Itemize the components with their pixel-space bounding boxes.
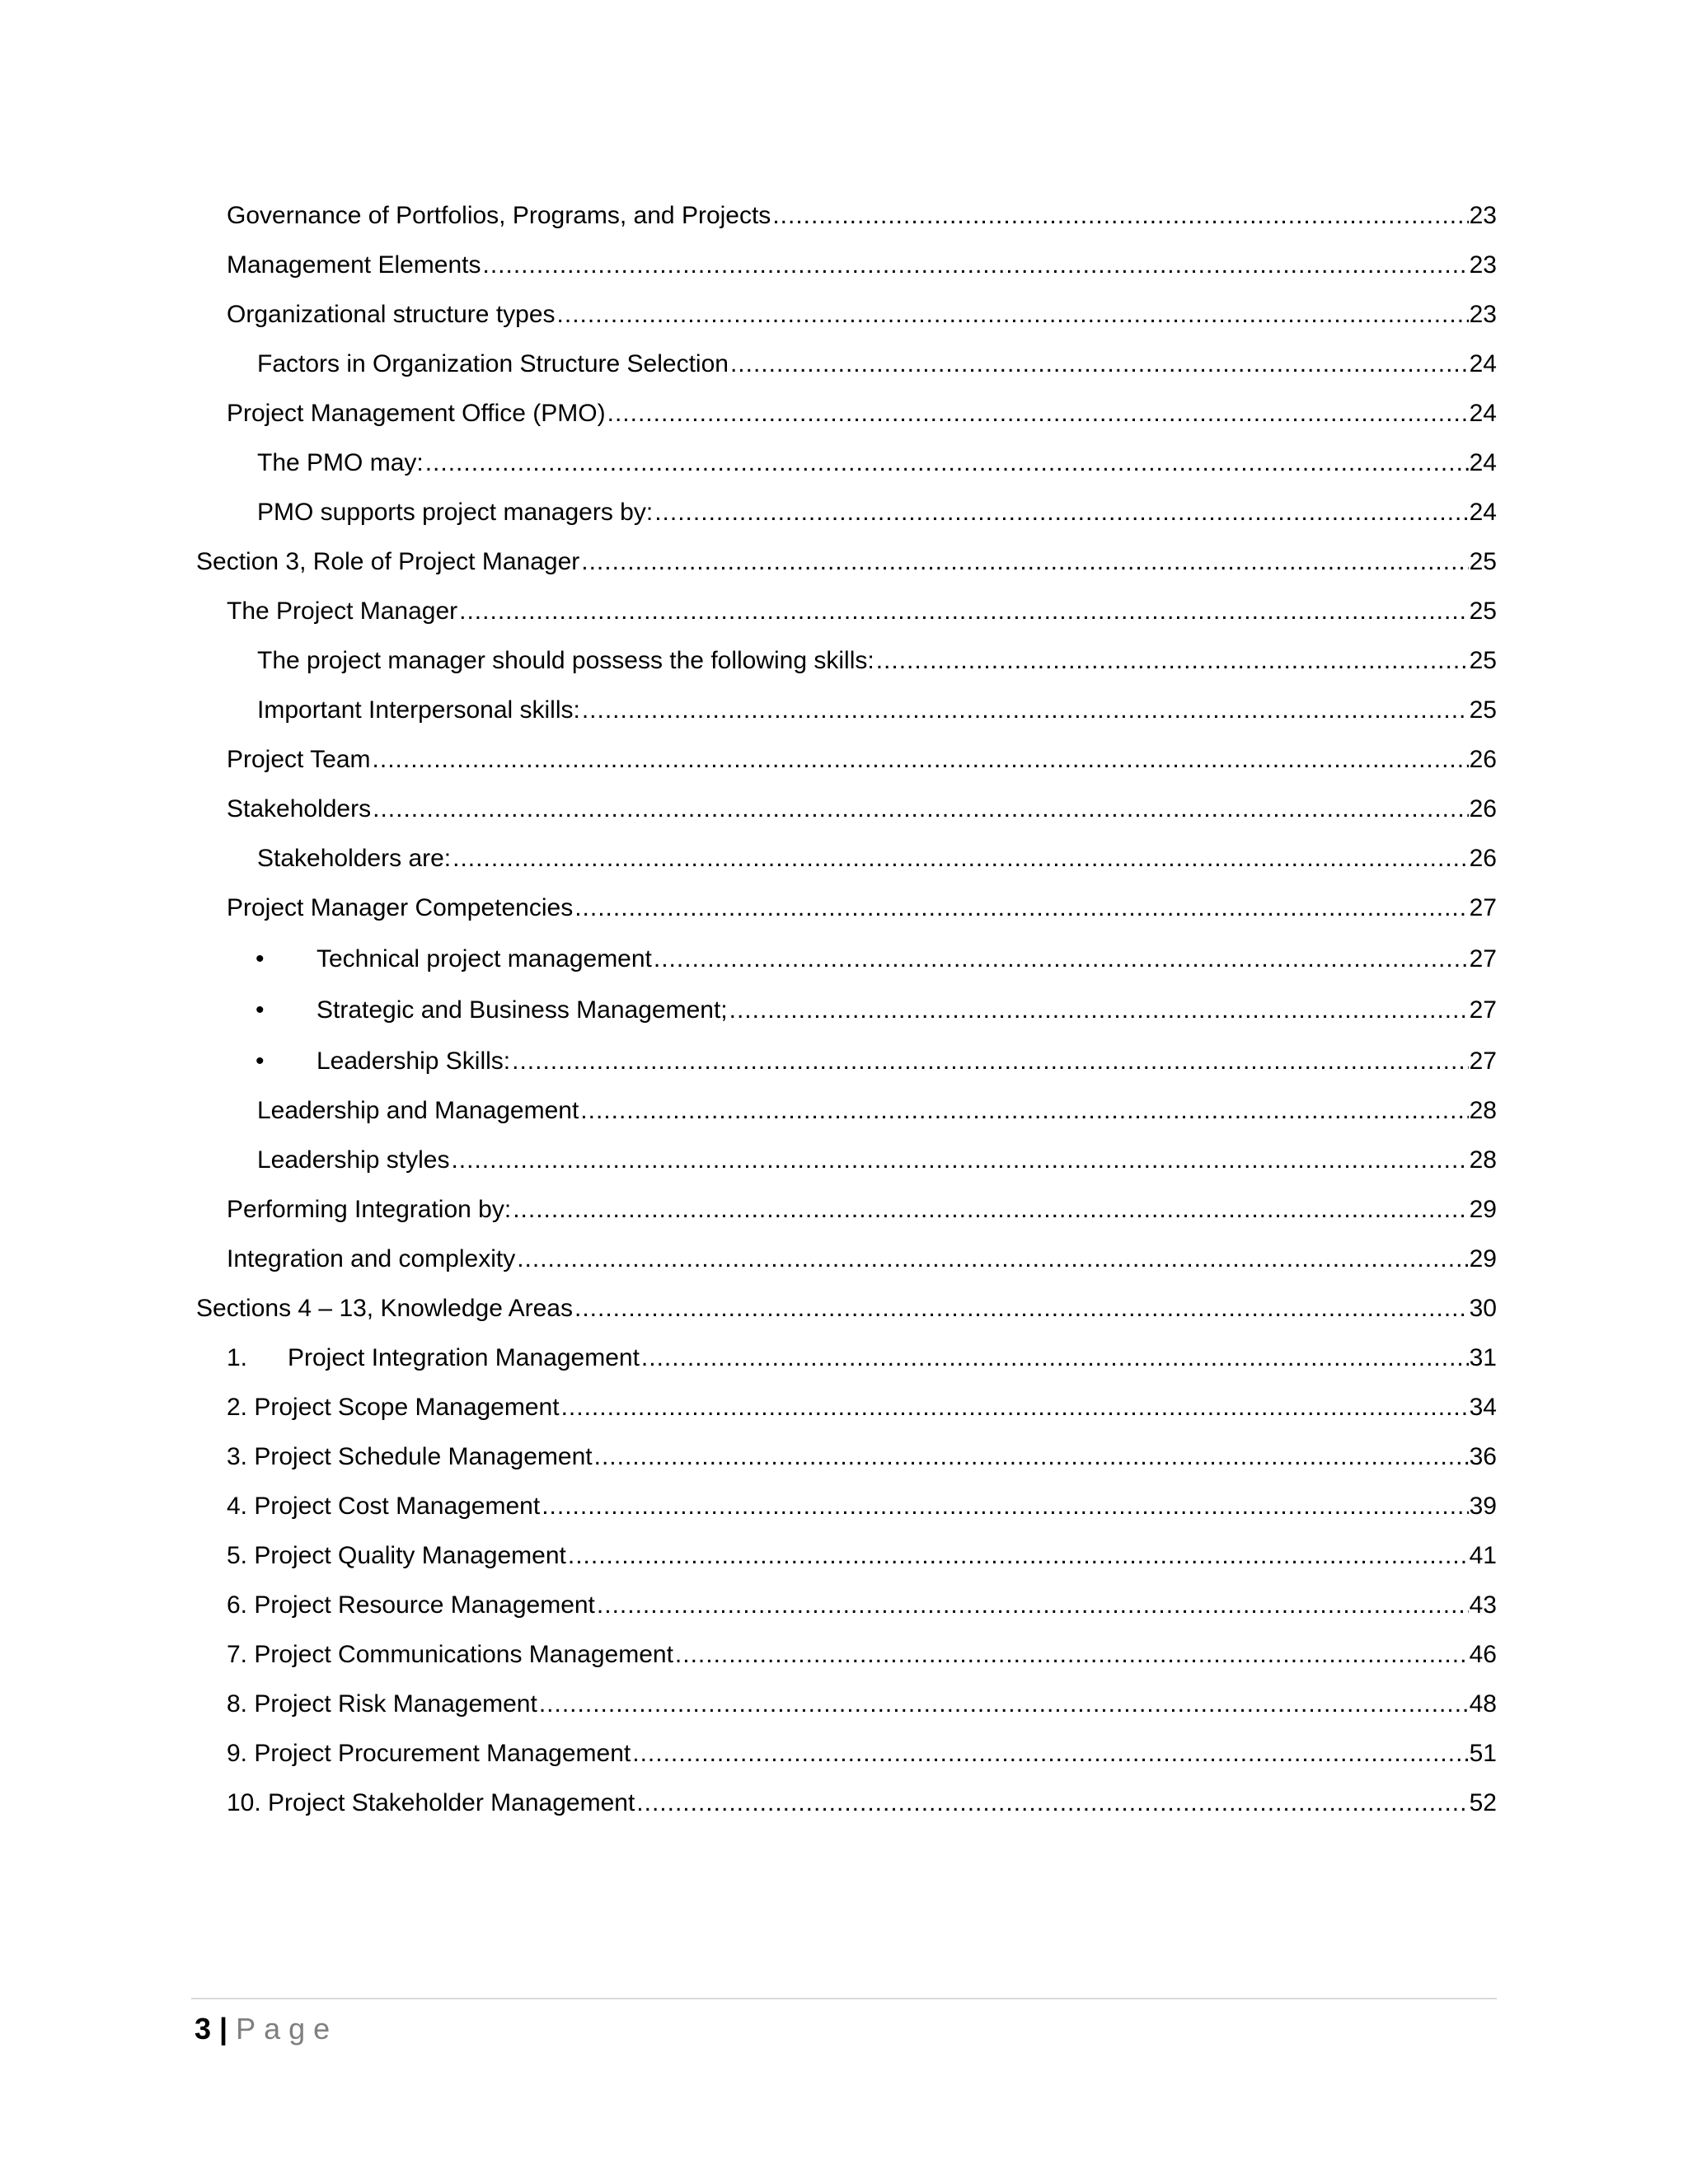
toc-entry-page: 36 — [1469, 1443, 1497, 1470]
toc-entry[interactable] — [227, 1530, 1497, 1571]
toc-entry[interactable] — [227, 585, 1497, 626]
toc-entry-page: 28 — [1469, 1097, 1497, 1124]
toc-entry[interactable] — [227, 1233, 1497, 1274]
toc-entry-page: 24 — [1469, 400, 1497, 427]
toc-entry[interactable] — [196, 536, 1497, 577]
bullet-icon: • — [256, 996, 265, 1024]
toc-entry-title: 6. Project Resource Management — [227, 1591, 595, 1619]
toc-entry-page: 46 — [1469, 1641, 1497, 1668]
toc-entry[interactable] — [256, 1035, 1497, 1076]
toc-entry[interactable] — [257, 684, 1497, 725]
toc-leader-dots — [581, 547, 1468, 577]
toc-entry-title: 4. Project Cost Management — [227, 1493, 541, 1520]
toc-leader-dots — [632, 1739, 1468, 1769]
toc-entry-title: Important Interpersonal skills: — [257, 696, 580, 724]
toc-entry-page: 27 — [1469, 945, 1497, 972]
page-number: 3 — [195, 2012, 212, 2046]
toc-entry[interactable] — [227, 387, 1497, 429]
toc-leader-dots — [425, 448, 1469, 478]
toc-entry-title: 9. Project Procurement Management — [227, 1740, 631, 1767]
toc-leader-dots — [582, 696, 1469, 725]
toc-entry[interactable] — [257, 338, 1497, 379]
toc-entry-page: 23 — [1469, 251, 1497, 279]
toc-leader-dots — [513, 1195, 1468, 1225]
toc-entry-page: 31 — [1469, 1344, 1497, 1371]
toc-entry-title: 5. Project Quality Management — [227, 1542, 566, 1569]
toc-entry-page: 27 — [1469, 894, 1497, 921]
toc-entry-title: Project Manager Competencies — [227, 894, 574, 921]
toc-entry-page: 27 — [1469, 1047, 1497, 1075]
toc-entry-page: 24 — [1469, 350, 1497, 377]
toc-entry[interactable] — [227, 1431, 1497, 1472]
toc-leader-dots — [772, 201, 1468, 231]
toc-entry-title: Technical project management — [316, 945, 652, 972]
toc-entry-title: Stakeholders — [227, 795, 372, 823]
toc-leader-dots — [557, 300, 1469, 330]
page-separator: | — [219, 2012, 228, 2046]
toc-entry-title: Strategic and Business Management; — [316, 996, 728, 1024]
toc-entry[interactable] — [257, 1085, 1497, 1126]
toc-leader-dots — [654, 498, 1468, 527]
toc-entry-title: Management Elements — [227, 251, 481, 279]
toc-entry-page: 27 — [1469, 996, 1497, 1024]
toc-entry-title: Factors in Organization Structure Selection — [257, 350, 729, 377]
toc-entry-title: 10. Project Stakeholder Management — [227, 1789, 635, 1816]
toc-entry[interactable] — [227, 1727, 1497, 1769]
toc-entry-page: 29 — [1469, 1245, 1497, 1272]
toc-leader-dots — [574, 1294, 1469, 1324]
toc-entry[interactable] — [227, 1629, 1497, 1670]
page-label: Page — [236, 2012, 339, 2046]
toc-leader-dots — [561, 1393, 1469, 1422]
toc-entry[interactable] — [227, 733, 1497, 775]
toc-entry[interactable] — [227, 1678, 1497, 1719]
toc-entry-page: 25 — [1469, 548, 1497, 575]
toc-entry-title: Leadership Skills: — [316, 1047, 511, 1075]
toc-entry-title: Leadership and Management — [257, 1097, 579, 1124]
toc-leader-dots — [730, 349, 1469, 379]
toc-entry-title: Section 3, Role of Project Manager — [196, 548, 580, 575]
toc-entry[interactable] — [227, 1183, 1497, 1225]
toc-leader-dots — [539, 1690, 1469, 1719]
toc-entry-page: 24 — [1469, 449, 1497, 476]
toc-leader-dots — [568, 1541, 1469, 1571]
toc-entry[interactable] — [257, 635, 1497, 676]
toc-leader-dots — [654, 944, 1469, 974]
toc-entry-title: Governance of Portfolios, Programs, and Projects — [227, 202, 771, 229]
toc-entry-page: 48 — [1469, 1690, 1497, 1718]
toc-leader-dots — [512, 1047, 1469, 1076]
toc-leader-dots — [876, 646, 1469, 676]
toc-entry-page: 25 — [1469, 598, 1497, 625]
toc-leader-dots — [641, 1343, 1469, 1373]
toc-entry-page: 30 — [1469, 1295, 1497, 1322]
toc-leader-dots — [459, 597, 1468, 626]
toc-leader-dots — [542, 1492, 1468, 1521]
toc-entry[interactable] — [227, 1777, 1497, 1818]
toc-entry-title: Organizational structure types — [227, 301, 556, 328]
toc-entry-title: The Project Manager — [227, 598, 458, 625]
toc-entry-title: The PMO may: — [257, 449, 424, 476]
toc-entry-page: 34 — [1469, 1394, 1497, 1421]
toc-entry-page: 23 — [1469, 301, 1497, 328]
toc-entry-page: 23 — [1469, 202, 1497, 229]
page-footer — [195, 2011, 338, 2047]
toc-leader-dots — [594, 1442, 1469, 1472]
toc-entry[interactable] — [227, 288, 1497, 330]
toc-leader-dots — [373, 745, 1469, 775]
toc-entry-title: Project Management Office (PMO) — [227, 400, 606, 427]
toc-leader-dots — [580, 1096, 1468, 1126]
toc-entry[interactable] — [227, 190, 1497, 231]
toc-entry-title: 3. Project Schedule Management — [227, 1443, 593, 1470]
toc-entry-page: 43 — [1469, 1591, 1497, 1619]
bullet-icon: • — [256, 1047, 265, 1075]
toc-entry[interactable] — [257, 486, 1497, 527]
toc-leader-dots — [517, 1244, 1468, 1274]
toc-entry-title: 7. Project Communications Management — [227, 1641, 673, 1668]
toc-entry[interactable] — [227, 1480, 1497, 1521]
toc-entry-title: Project Integration Management — [288, 1344, 640, 1371]
footer-rule — [191, 1998, 1497, 1999]
toc-entry-page: 26 — [1469, 746, 1497, 773]
toc-leader-dots — [636, 1788, 1468, 1818]
toc-entry-page: 41 — [1469, 1542, 1497, 1569]
toc-entry[interactable] — [227, 1381, 1497, 1422]
toc-leader-dots — [675, 1640, 1469, 1670]
toc-entry[interactable] — [257, 437, 1497, 478]
toc-entry-page: 39 — [1469, 1493, 1497, 1520]
toc-entry-page: 51 — [1469, 1740, 1497, 1767]
toc-entry[interactable] — [256, 984, 1497, 1025]
toc-entry[interactable] — [227, 882, 1497, 923]
bullet-icon: • — [256, 945, 265, 972]
toc-entry[interactable] — [227, 239, 1497, 280]
toc-leader-dots — [483, 251, 1469, 280]
toc-leader-dots — [452, 844, 1468, 874]
toc-entry-title: Performing Integration by: — [227, 1196, 512, 1223]
toc-leader-dots — [574, 893, 1468, 923]
toc-leader-dots — [597, 1591, 1469, 1620]
toc-entry-number: 1. — [227, 1344, 248, 1371]
toc-entry[interactable] — [227, 1332, 1497, 1373]
toc-entry-page: 25 — [1469, 647, 1497, 674]
toc-entry-page: 24 — [1469, 499, 1497, 526]
toc-leader-dots — [373, 794, 1469, 824]
toc-leader-dots — [451, 1146, 1468, 1175]
toc-entry[interactable] — [227, 783, 1497, 824]
toc-entry[interactable] — [257, 832, 1497, 874]
toc-entry-page: 29 — [1469, 1196, 1497, 1223]
toc-entry[interactable] — [196, 1282, 1497, 1324]
toc-entry-title: Integration and complexity — [227, 1245, 516, 1272]
toc-entry-title: 8. Project Risk Management — [227, 1690, 537, 1718]
toc-entry-page: 25 — [1469, 696, 1497, 724]
toc-entry-page: 52 — [1469, 1789, 1497, 1816]
toc-leader-dots — [607, 399, 1469, 429]
toc-entry-title: 2. Project Scope Management — [227, 1394, 560, 1421]
toc-entry[interactable] — [257, 1134, 1497, 1175]
toc-entry-title: Leadership styles — [257, 1146, 450, 1174]
toc-entry-title: The project manager should possess the following skills: — [257, 647, 874, 674]
toc-entry-page: 26 — [1469, 845, 1497, 872]
toc-entry[interactable] — [227, 1579, 1497, 1620]
toc-entry-page: 28 — [1469, 1146, 1497, 1174]
toc-entry-title: PMO supports project managers by: — [257, 499, 654, 526]
toc-entry-title: Project Team — [227, 746, 371, 773]
toc-entry-page: 26 — [1469, 795, 1497, 823]
toc-entry[interactable] — [256, 933, 1497, 974]
toc-entry-title: Stakeholders are: — [257, 845, 452, 872]
toc-leader-dots — [729, 996, 1469, 1025]
toc-entry-title: Sections 4 – 13, Knowledge Areas — [196, 1295, 573, 1322]
